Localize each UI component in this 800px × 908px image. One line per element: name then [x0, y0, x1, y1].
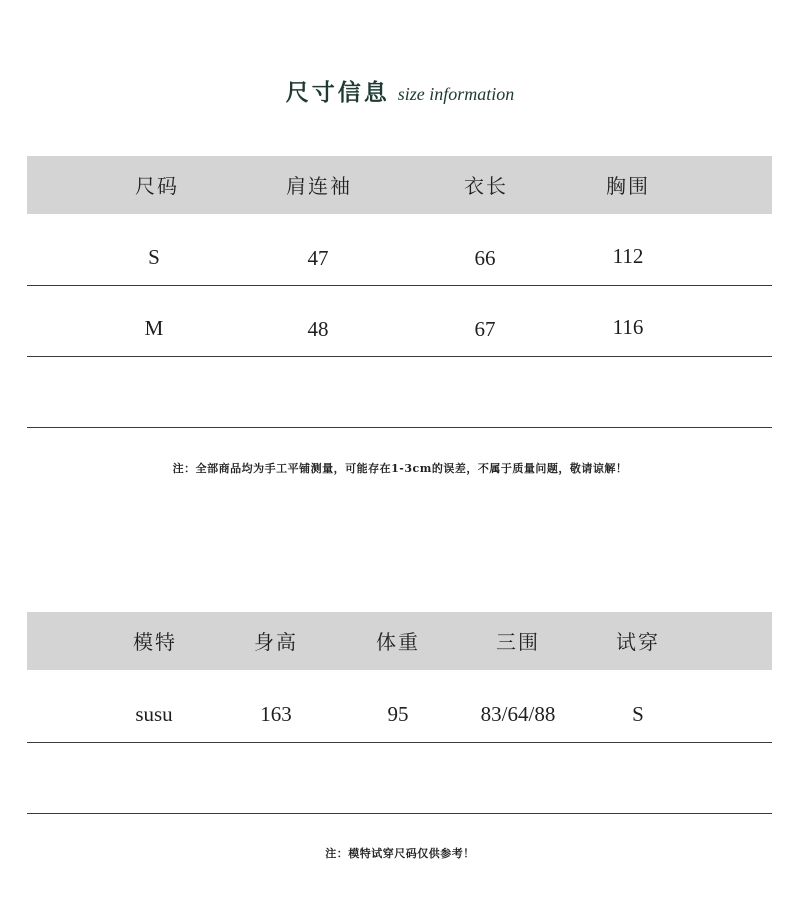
header-height: 身高 — [254, 630, 298, 654]
cell-try-on: S — [632, 702, 644, 726]
cell-size: M — [144, 316, 164, 340]
cell-length: 66 — [474, 246, 496, 270]
model-note: 注：模特试穿尺码仅供参考！ — [325, 847, 475, 860]
header-model: 模特 — [133, 630, 177, 654]
title-english: size information — [397, 84, 515, 104]
size-table-header — [27, 156, 772, 214]
cell-weight: 95 — [387, 702, 409, 726]
size-note: 注：全部商品均为手工平铺测量，可能存在1-3cm的误差，不属于质量问题，敬请谅解！ — [172, 462, 628, 475]
title-chinese: 尺寸信息 — [285, 79, 390, 106]
row-divider — [27, 813, 772, 814]
cell-chest: 116 — [612, 315, 644, 339]
model-table-header — [27, 612, 772, 670]
row-divider — [27, 285, 772, 286]
model-table — [27, 612, 772, 817]
header-size: 尺码 — [135, 174, 179, 198]
header-shoulder-sleeve: 肩连袖 — [286, 174, 352, 198]
cell-height: 163 — [260, 702, 292, 726]
cell-length: 67 — [474, 317, 496, 341]
row-divider — [27, 742, 772, 743]
header-measurements: 三围 — [496, 630, 540, 654]
size-table — [27, 156, 772, 431]
cell-measurements: 83/64/88 — [480, 702, 556, 726]
row-divider — [27, 356, 772, 357]
cell-model: susu — [135, 702, 173, 726]
cell-chest: 112 — [612, 244, 644, 268]
row-divider — [27, 427, 772, 428]
cell-shoulder-sleeve: 48 — [307, 317, 329, 341]
header-chest: 胸围 — [606, 174, 650, 198]
header-try-on: 试穿 — [616, 630, 660, 654]
cell-shoulder-sleeve: 47 — [307, 246, 329, 270]
page-title — [0, 74, 800, 107]
header-weight: 体重 — [376, 630, 420, 654]
header-length: 衣长 — [464, 174, 508, 198]
cell-size: S — [148, 245, 160, 269]
